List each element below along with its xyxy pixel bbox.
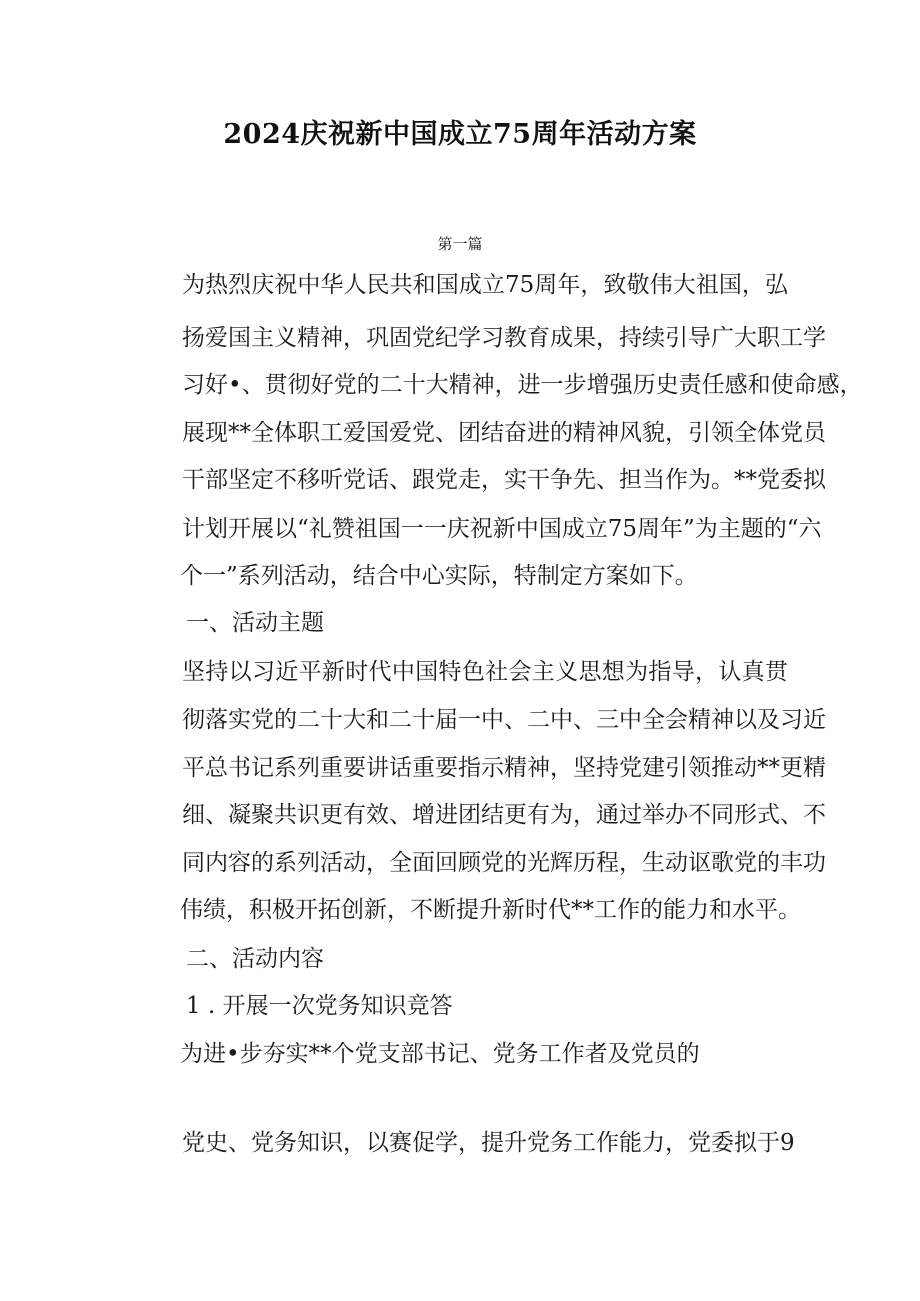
paragraph-line: 同内容的系列活动，全面回顾党的光辉历程，生动讴歌党的丰功 xyxy=(182,850,826,876)
paragraph-line: 干部坚定不移听党话、跟党走，实干争先、担当作为。**党委拟 xyxy=(182,467,826,493)
paragraph-line: 平总书记系列重要讲话重要指示精神，坚持党建引领推动**更精 xyxy=(182,755,826,781)
paragraph-line: 计划开展以“礼赞祖国一一庆祝新中国成立75周年”为主题的“六 xyxy=(182,516,822,542)
subsection-heading: 1 . 开展一次党务知识竞答 xyxy=(186,993,453,1019)
paragraph-line: 为热烈庆祝中华人民共和国成立75周年，致敬伟大祖国，弘 xyxy=(182,272,788,298)
paragraph-line: 为进•步夯实**个党支部书记、党务工作者及党员的 xyxy=(180,1041,700,1067)
paragraph-line: 习好•、贯彻好党的二十大精神，进一步增强历史责任感和使命感， xyxy=(182,372,863,398)
paragraph-line: 彻落实党的二十大和二十届一中、二中、三中全会精神以及习近 xyxy=(182,707,826,733)
paragraph-line: 伟绩，积极开拓创新，不断提升新时代**工作的能力和水平。 xyxy=(180,897,801,923)
document-title: 2024庆祝新中国成立75周年活动方案 xyxy=(223,119,697,150)
section-heading: 二、活动内容 xyxy=(186,946,324,972)
paragraph-line: 细、凝聚共识更有效、增进团结更有为，通过举办不同形式、不 xyxy=(182,802,826,828)
paragraph-line: 个一”系列活动，结合中心实际，特制定方案如下。 xyxy=(180,563,698,589)
paragraph-line: 扬爱国主义精神，巩固党纪学习教育成果，持续引导广大职工学 xyxy=(182,325,826,351)
section-heading: 一、活动主题 xyxy=(186,610,324,636)
paragraph-line: 展现**全体职工爱国爱党、团结奋进的精神风貌，引领全体党员 xyxy=(182,420,826,446)
part-label: 第一篇 xyxy=(437,235,483,253)
paragraph-line: 党史、党务知识，以赛促学，提升党务工作能力，党委拟于9 xyxy=(182,1130,795,1156)
paragraph-line: 坚持以习近平新时代中国特色社会主义思想为指导，认真贯 xyxy=(182,659,788,685)
